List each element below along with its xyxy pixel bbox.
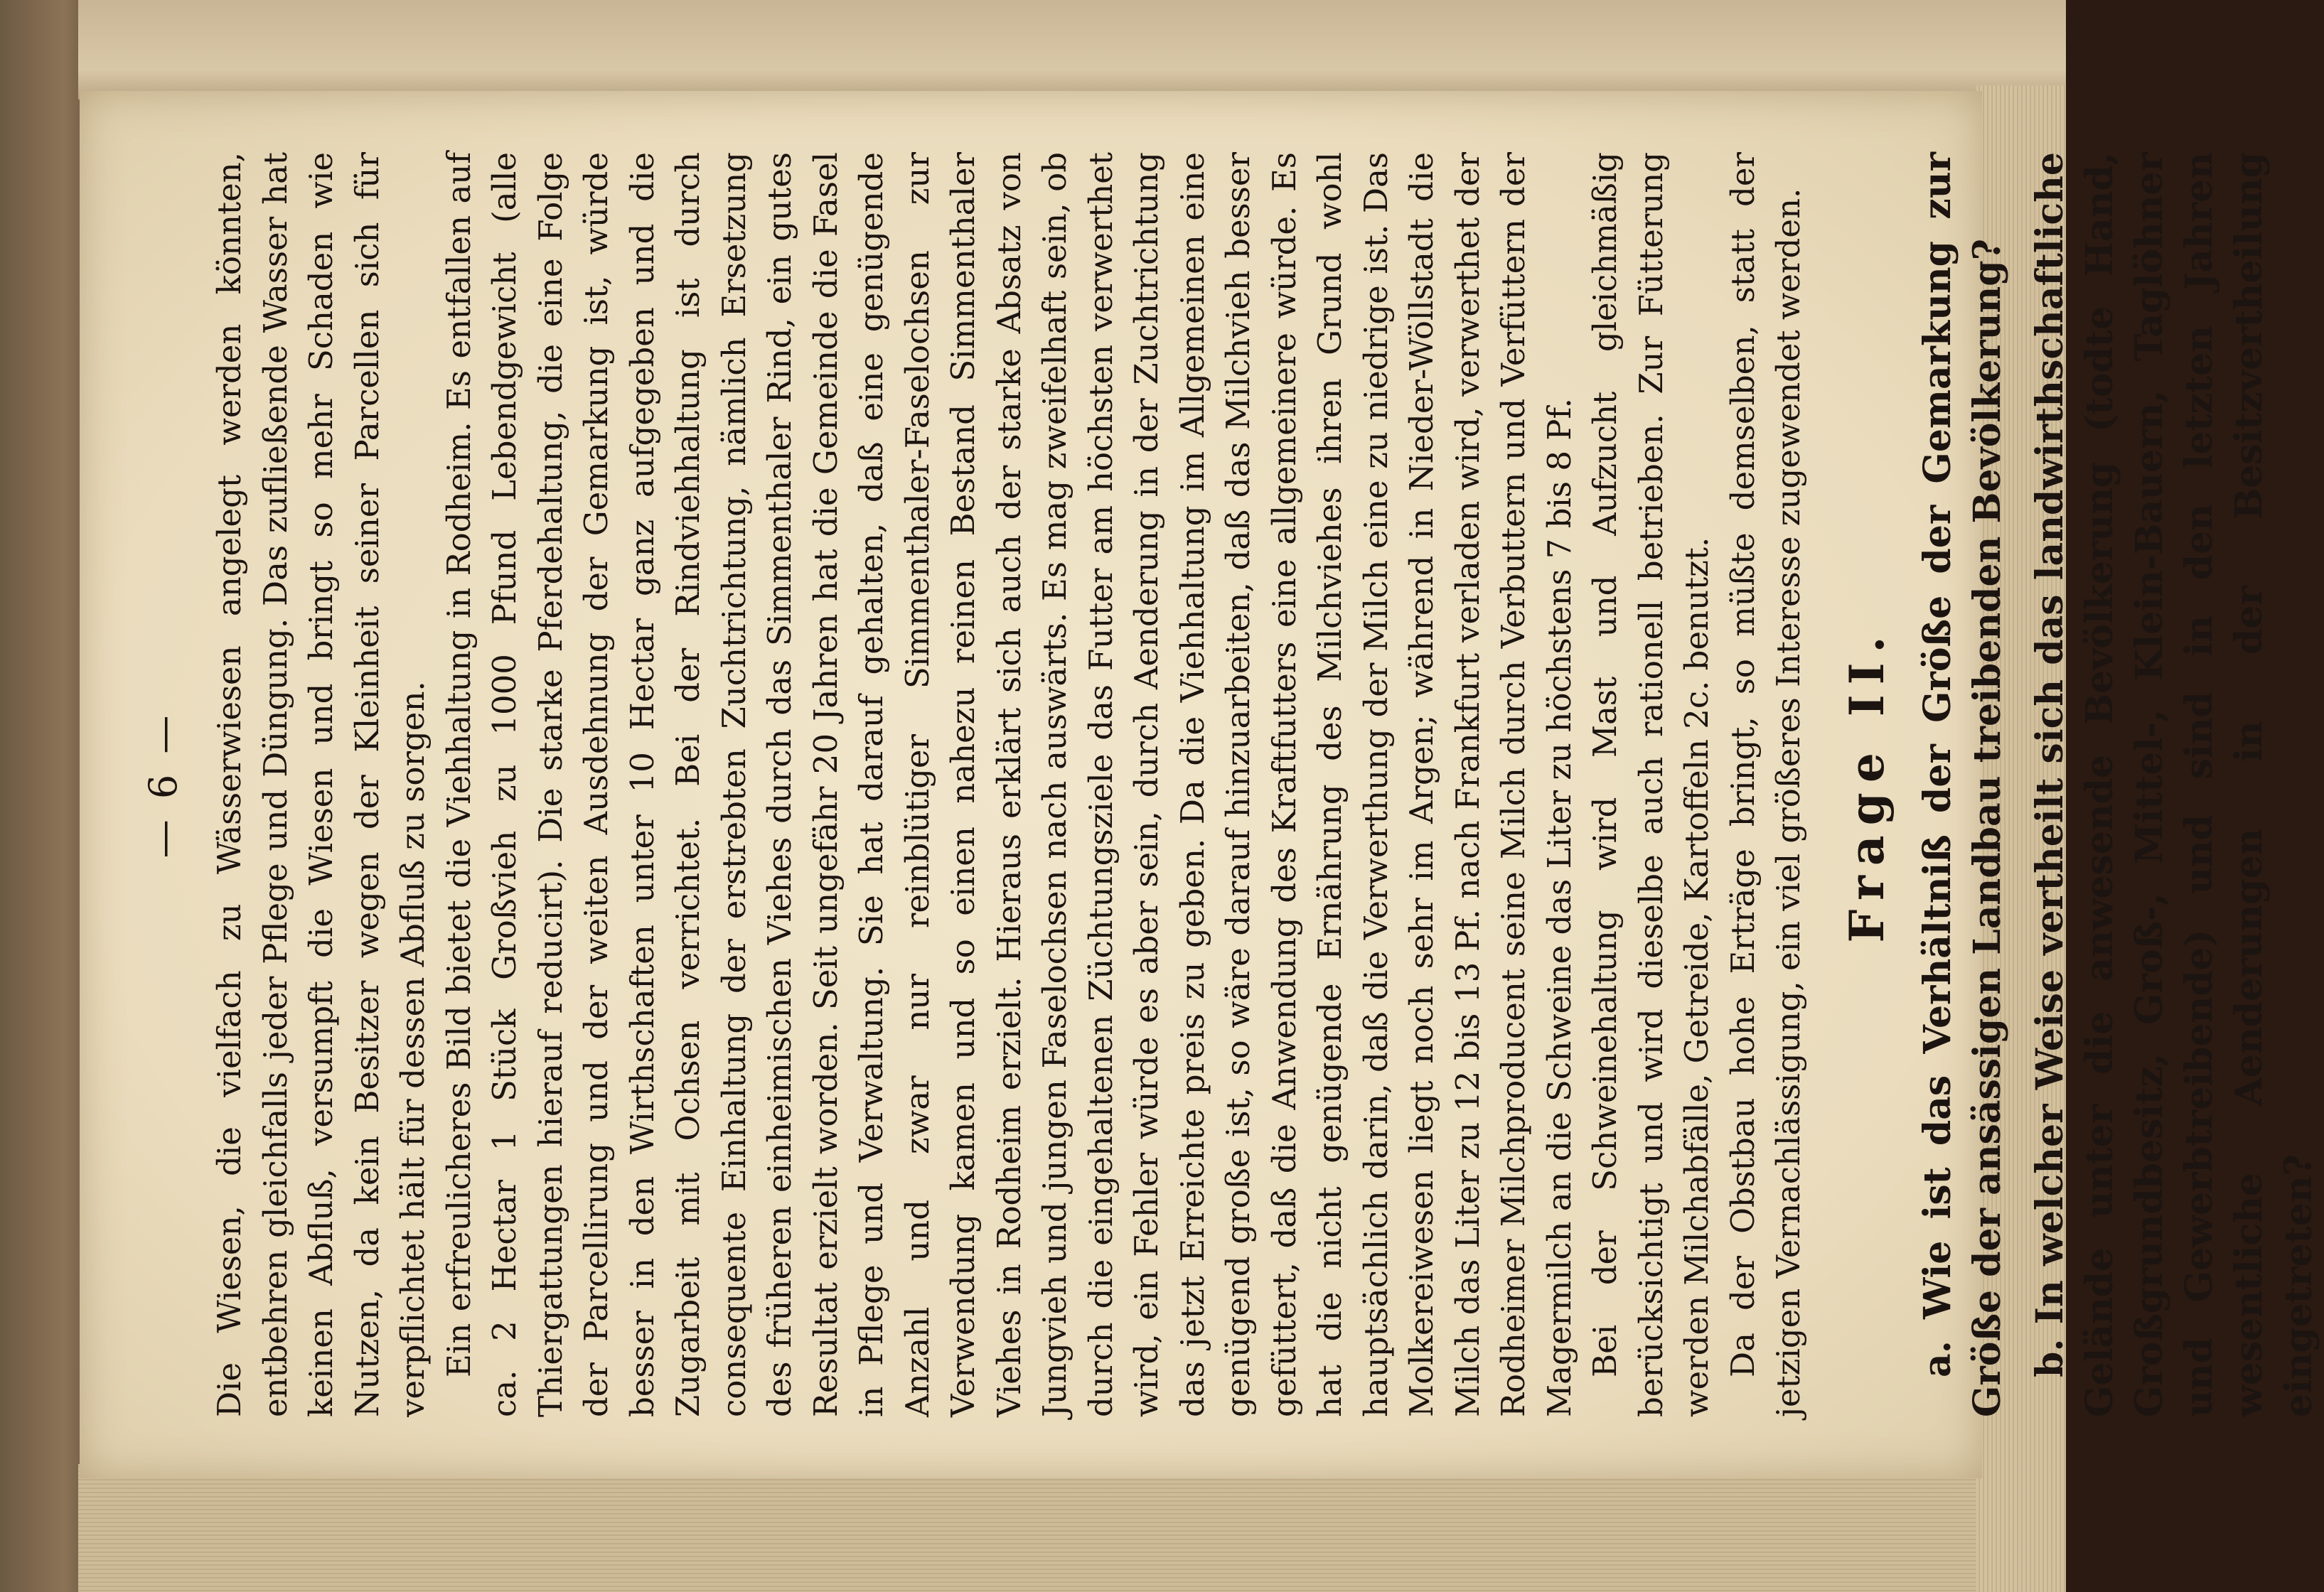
page-number: — 6 —	[141, 711, 186, 859]
section-heading: Frage II.	[1838, 626, 1895, 943]
paragraph-wiesen: Die Wiesen, die vielfach zu Wässerwiesen angelegt werden könnten, entbehren gleichfalls jeder Pflege und Düngung. Das zufließende Wasser hat keinen Abfluß, versumpft die Wiesen und bringt so mehr Schaden wie Nutzen, da kein Besitzer wegen der Kleinheit seiner Parcellen sich für verpflichtet hält für dessen Abfluß zu sorgen.	[210, 152, 432, 1417]
opposite-page-edge	[78, 0, 2066, 100]
page-text-block	[121, 138, 2320, 1431]
page-stack-bottom	[78, 1464, 2066, 1592]
paragraph-obstbau: Da der Obstbau hohe Erträge bringt, so müßte demselben, statt der jetzigen Vernachlässigung, ein viel größeres Interesse zugewendet werden.	[1723, 152, 1807, 1417]
paragraph-schweinehaltung: Bei der Schweinehaltung wird Mast und Aufzucht gleichmäßig berücksichtigt und wird dieselbe auch rationell betrieben. Zur Fütterung werden Milchabfälle, Getreide, Kartoffeln 2c. benutzt.	[1586, 152, 1715, 1417]
paragraph-viehhaltung: Ein erfreulicheres Bild bietet die Viehhaltung in Rodheim. Es entfallen auf ca. 2 Hectar 1 Stück Großvieh zu 1000 Pfund Lebendgewicht (alle Thiergattungen hierauf reducirt). Die starke Pferdehaltung, die eine Folge der Parcellirung und der weiten Ausdehnung der Gemarkung ist, würde besser in den Wirthschaften unter 10 Hectar ganz aufgegeben und die Zugarbeit mit Ochsen verrichtet. Bei der Rindviehhaltung ist durch consequente Einhaltung der erstrebten Zuchtrichtung, nämlich Ersetzung des früheren einheimischen Viehes durch das Simmenthaler Rind, ein gutes Resultat erzielt worden. Seit ungefähr 20 Jahren hat die Gemeinde die Fasel in Pflege und Verwaltung. Sie hat darauf gehalten, daß eine genügende Anzahl und zwar nur reinblütiger Simmenthaler-Faselochsen zur Verwendung kamen und so einen nahezu reinen Bestand Simmenthaler Viehes in Rodheim erzielt. Hieraus erklärt sich auch der starke Absatz von Jungvieh und jungen Faselochsen nach auswärts. Es mag zweifelhaft sein, ob durch die eingehaltenen Züchtungsziele das Futter am höchsten verwerthet wird, ein Fehler würde es aber sein, durch Aenderung in der Zuchtrichtung das jetzt Erreichte preis zu geben. Da die Viehhaltung im Allgemeinen eine genügend große ist, so wäre darauf hinzuarbeiten, daß das Milchvieh besser gefüttert, daß die Anwendung des Kraftfutters eine allgemeinere würde. Es hat die nicht genügende Ernährung des Milchviehes ihren Grund wohl hauptsächlich darin, daß die Verwerthung der Milch eine zu niedrige ist. Das Molkereiwesen liegt noch sehr im Argen; während in Nieder-Wöllstadt die Milch das Liter zu 12 bis 13 Pf. nach Frankfurt verladen wird, verwerthet der Rodheimer Milchproducent seine Milch durch Verbuttern und Verfüttern der Magermilch an die Schweine das Liter zu höchstens 7 bis 8 Pf.	[439, 152, 1578, 1417]
question-b: b. In welcher Weise vertheilt sich das landwirthschaftliche Gelände unter die anwesende Bevölkerung (todte Hand, Großgrundbesitz, Groß-, Mittel-, Klein-Bauern, Taglöhner und Gewerbtreibende) und sind in den letzten Jahren wesentliche Aenderungen in der Besitzvertheilung eingetreten?	[2028, 152, 2320, 1417]
question-a: a. Wie ist das Verhältniß der Größe der Gemarkung zur Größe der ansässigen Landbau treibenden Bevölkerung?	[1915, 152, 2009, 1417]
book-page	[80, 91, 2320, 1478]
